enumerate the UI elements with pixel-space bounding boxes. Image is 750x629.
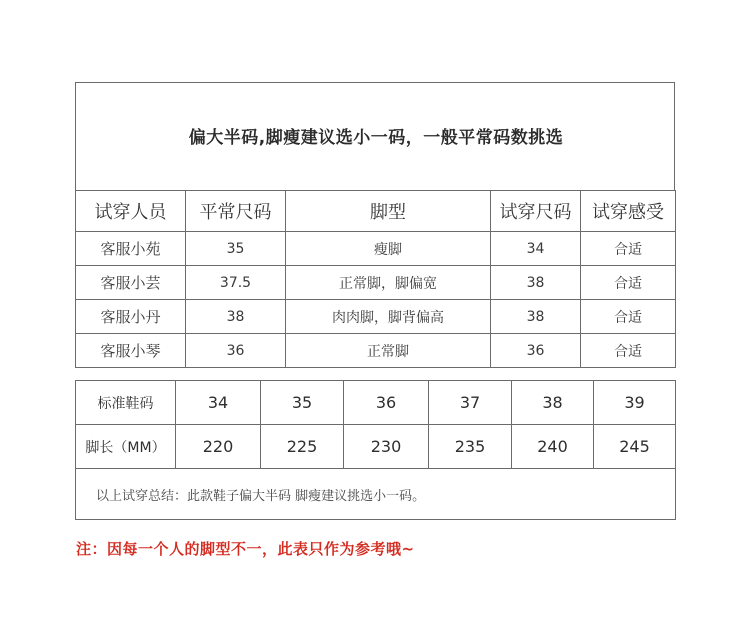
size-cell: 35 (261, 381, 344, 425)
size-cell: 34 (176, 381, 261, 425)
size-cell: 37 (429, 381, 512, 425)
tester-name: 客服小丹 (76, 300, 186, 334)
summary-row (76, 469, 676, 520)
tester-name: 客服小琴 (76, 334, 186, 368)
length-cell: 245 (594, 425, 676, 469)
foot-type: 肉肉脚，脚背偏高 (286, 300, 491, 334)
tester-name: 客服小苑 (76, 232, 186, 266)
table-row (76, 300, 676, 334)
size-cell: 38 (512, 381, 594, 425)
usual-size: 36 (186, 334, 286, 368)
size-cell: 36 (344, 381, 429, 425)
feeling: 合适 (581, 334, 676, 368)
table-row (76, 334, 676, 368)
length-cell: 225 (261, 425, 344, 469)
tried-size: 38 (491, 266, 581, 300)
summary-text: 以上试穿总结：此款鞋子偏大半码 脚瘦建议挑选小一码。 (76, 469, 676, 520)
usual-size: 37.5 (186, 266, 286, 300)
header-cell: 试穿人员 (76, 191, 186, 232)
table-row (76, 232, 676, 266)
feeling: 合适 (581, 266, 676, 300)
length-cell: 230 (344, 425, 429, 469)
tried-size: 34 (491, 232, 581, 266)
length-cell: 220 (176, 425, 261, 469)
foot-type: 瘦脚 (286, 232, 491, 266)
table-row (76, 266, 676, 300)
trial-header-row (76, 191, 676, 232)
feeling: 合适 (581, 232, 676, 266)
foot-type: 正常脚 (286, 334, 491, 368)
title-box (75, 82, 675, 191)
length-cell: 235 (429, 425, 512, 469)
page-title: 偏大半码,脚瘦建议选小一码，一般平常码数挑选 (188, 128, 564, 148)
tried-size: 38 (491, 300, 581, 334)
foot-type: 正常脚，脚偏宽 (286, 266, 491, 300)
header-cell: 试穿感受 (581, 191, 676, 232)
header-cell: 平常尺码 (186, 191, 286, 232)
size-table (75, 380, 676, 520)
length-row (76, 425, 676, 469)
tester-name: 客服小芸 (76, 266, 186, 300)
header-cell: 脚型 (286, 191, 491, 232)
footnote: 注：因每一个人的脚型不一，此表只作为参考哦~ (76, 540, 415, 558)
usual-size: 38 (186, 300, 286, 334)
size-row (76, 381, 676, 425)
header-cell: 试穿尺码 (491, 191, 581, 232)
trial-table (75, 190, 676, 368)
usual-size: 35 (186, 232, 286, 266)
size-cell: 39 (594, 381, 676, 425)
tried-size: 36 (491, 334, 581, 368)
length-label: 脚长（MM） (76, 425, 176, 469)
size-label: 标准鞋码 (76, 381, 176, 425)
feeling: 合适 (581, 300, 676, 334)
length-cell: 240 (512, 425, 594, 469)
